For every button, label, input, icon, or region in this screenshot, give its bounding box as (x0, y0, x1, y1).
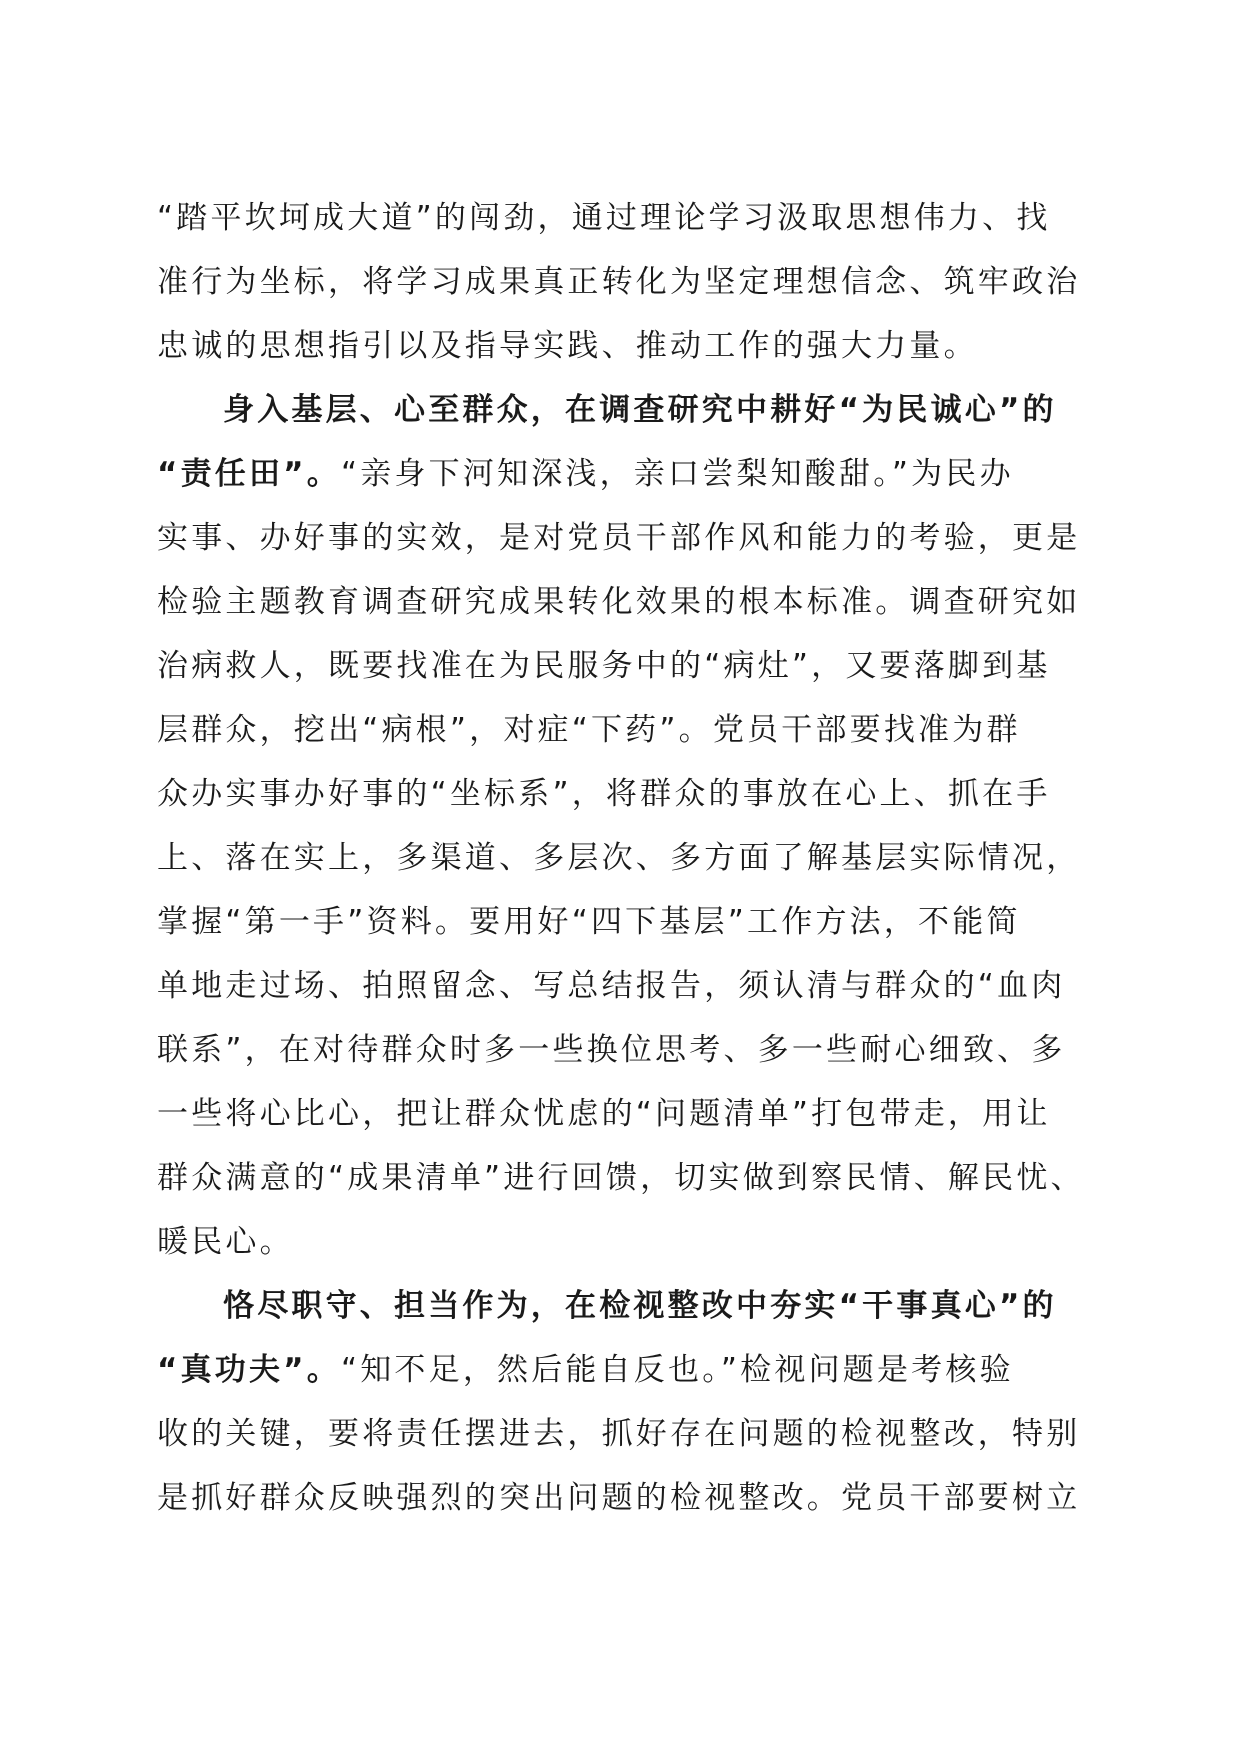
body-line: 是抓好群众反映强烈的突出问题的检视整改。党员干部要树立 (157, 1480, 1081, 1516)
body-line: 上、落在实上，多渠道、多层次、多方面了解基层实际情况， (157, 840, 1081, 876)
body-text: “亲身下河知深浅，亲口尝梨知酸甜。”为民办 (340, 456, 1014, 492)
body-text: “知不足，然后能自反也。”检视问题是考核验 (340, 1352, 1014, 1388)
body-line: 收的关键，要将责任摆进去，抓好存在问题的检视整改，特别 (157, 1416, 1081, 1452)
body-line: 检验主题教育调查研究成果转化效果的根本标准。调查研究如 (157, 584, 1081, 620)
body-line: 暖民心。 (157, 1224, 294, 1260)
body-line: 一些将心比心，把让群众忧虑的“问题清单”打包带走，用让 (157, 1096, 1051, 1132)
body-line: 掌握“第一手”资料。要用好“四下基层”工作方法，不能简 (157, 904, 1021, 940)
body-line: 忠诚的思想指引以及指导实践、推动工作的强大力量。 (157, 328, 978, 364)
body-line: “踏平坎坷成大道”的闯劲，通过理论学习汲取思想伟力、找 (157, 200, 1051, 236)
body-line: 众办实事办好事的“坐标系”，将群众的事放在心上、抓在手 (157, 776, 1051, 812)
section-heading-tail: “真功夫”。 (157, 1352, 341, 1388)
body-line: 单地走过场、拍照留念、写总结报告，须认清与群众的“血肉 (157, 968, 1066, 1004)
body-line: 层群众，挖出“病根”，对症“下药”。党员干部要找准为群 (157, 712, 1021, 748)
section-heading-continuation (157, 442, 1087, 506)
document-body (157, 186, 1087, 1530)
section-heading-tail: “责任田”。 (157, 456, 341, 492)
section-heading-continuation (157, 1338, 1087, 1402)
body-line: 群众满意的“成果清单”进行回馈，切实做到察民情、解民忧、 (157, 1160, 1085, 1196)
section-heading: 恪尽职守、担当作为，在检视整改中夯实“干事真心”的 (223, 1288, 1057, 1324)
body-line: 准行为坐标，将学习成果真正转化为坚定理想信念、筑牢政治 (157, 264, 1081, 300)
body-line: 联系”，在对待群众时多一些换位思考、多一些耐心细致、多 (157, 1032, 1066, 1068)
body-line: 治病救人，既要找准在为民服务中的“病灶”，又要落脚到基 (157, 648, 1051, 684)
section-heading: 身入基层、心至群众，在调查研究中耕好“为民诚心”的 (223, 392, 1057, 428)
body-line: 实事、办好事的实效，是对党员干部作风和能力的考验，更是 (157, 520, 1081, 556)
